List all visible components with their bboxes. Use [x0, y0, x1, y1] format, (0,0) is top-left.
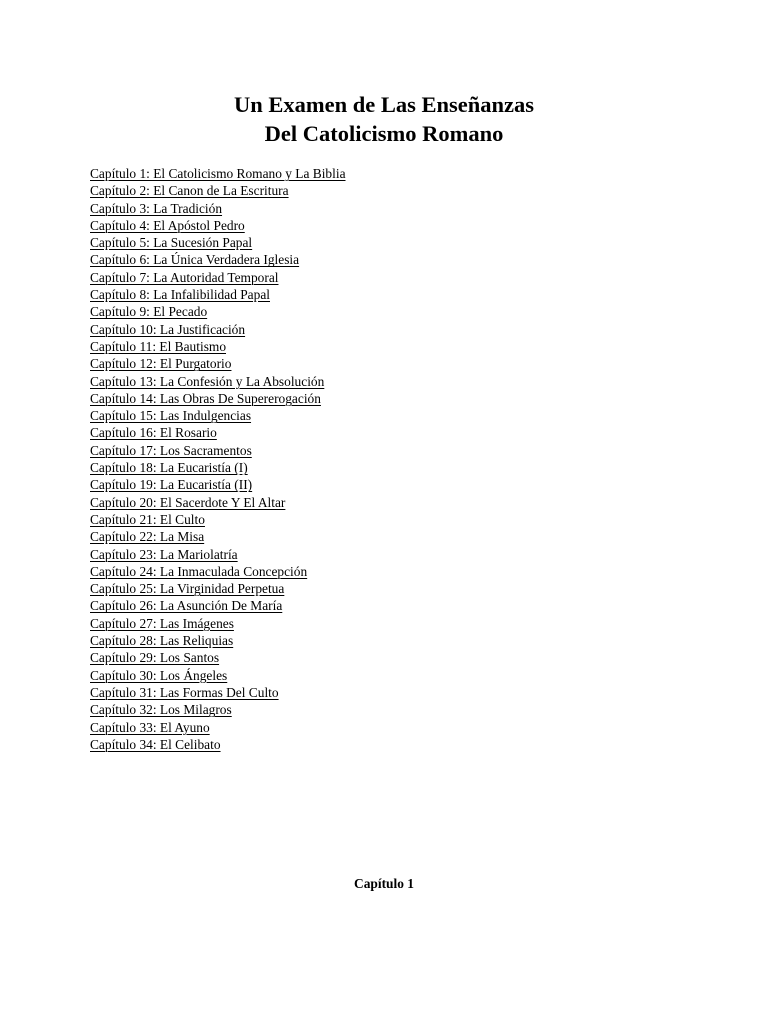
toc-item — [90, 476, 346, 493]
toc-link-chapter-34[interactable]: Capítulo 34: El Celibato — [90, 736, 221, 752]
toc-link-chapter-16[interactable]: Capítulo 16: El Rosario — [90, 425, 217, 441]
toc-link-chapter-20[interactable]: Capítulo 20: El Sacerdote Y El Altar — [90, 494, 286, 510]
toc-item — [90, 424, 346, 441]
toc-link-chapter-13[interactable]: Capítulo 13: La Confesión y La Absolución — [90, 373, 325, 389]
toc-item — [90, 546, 346, 563]
toc-link-chapter-1[interactable]: Capítulo 1: El Catolicismo Romano y La Biblia — [90, 166, 346, 181]
toc-link-chapter-18[interactable]: Capítulo 18: La Eucaristía (I) — [90, 460, 248, 476]
document-title — [0, 90, 768, 148]
toc-item — [90, 736, 346, 753]
toc-link-chapter-5[interactable]: Capítulo 5: La Sucesión Papal — [90, 235, 253, 251]
toc-item — [90, 563, 346, 580]
toc-item — [90, 407, 346, 424]
toc-item — [90, 355, 346, 372]
toc-link-chapter-24[interactable]: Capítulo 24: La Inmaculada Concepción — [90, 563, 308, 579]
toc-link-chapter-6[interactable]: Capítulo 6: La Única Verdadera Iglesia — [90, 252, 300, 268]
toc-item — [90, 217, 346, 234]
toc-link-chapter-23[interactable]: Capítulo 23: La Mariolatría — [90, 546, 238, 562]
toc-item — [90, 269, 346, 286]
toc-item — [90, 459, 346, 476]
toc-item — [90, 251, 346, 268]
toc-link-chapter-33[interactable]: Capítulo 33: El Ayuno — [90, 719, 210, 735]
chapter-heading: Capítulo 1 — [354, 876, 414, 891]
toc-link-chapter-2[interactable]: Capítulo 2: El Canon de La Escritura — [90, 183, 289, 199]
toc-link-chapter-15[interactable]: Capítulo 15: Las Indulgencias — [90, 408, 252, 424]
toc-link-chapter-4[interactable]: Capítulo 4: El Apóstol Pedro — [90, 217, 245, 233]
toc-link-chapter-7[interactable]: Capítulo 7: La Autoridad Temporal — [90, 269, 279, 285]
toc-item — [90, 182, 346, 199]
toc-link-chapter-29[interactable]: Capítulo 29: Los Santos — [90, 650, 220, 666]
toc-item — [90, 684, 346, 701]
toc-item — [90, 286, 346, 303]
toc-link-chapter-3[interactable]: Capítulo 3: La Tradición — [90, 200, 223, 216]
toc-link-chapter-11[interactable]: Capítulo 11: El Bautismo — [90, 338, 227, 354]
toc-link-chapter-9[interactable]: Capítulo 9: El Pecado — [90, 304, 208, 320]
toc-item — [90, 390, 346, 407]
toc-link-chapter-14[interactable]: Capítulo 14: Las Obras De Supererogación — [90, 390, 321, 406]
title-line-1: Un Examen de Las Enseñanzas — [233, 92, 535, 117]
title-line-2: Del Catolicismo Romano — [264, 121, 504, 146]
toc-item — [90, 615, 346, 632]
toc-link-chapter-32[interactable]: Capítulo 32: Los Milagros — [90, 702, 232, 718]
table-of-contents — [90, 165, 346, 753]
toc-item — [90, 632, 346, 649]
toc-item — [90, 338, 346, 355]
toc-link-chapter-10[interactable]: Capítulo 10: La Justificación — [90, 321, 246, 337]
toc-item — [90, 701, 346, 718]
toc-link-chapter-8[interactable]: Capítulo 8: La Infalibilidad Papal — [90, 287, 270, 303]
toc-item — [90, 511, 346, 528]
toc-item — [90, 528, 346, 545]
toc-item — [90, 719, 346, 736]
toc-item — [90, 597, 346, 614]
toc-link-chapter-26[interactable]: Capítulo 26: La Asunción De María — [90, 598, 283, 614]
toc-link-chapter-21[interactable]: Capítulo 21: El Culto — [90, 511, 205, 527]
toc-item — [90, 667, 346, 684]
toc-link-chapter-27[interactable]: Capítulo 27: Las Imágenes — [90, 615, 234, 631]
toc-item — [90, 321, 346, 338]
toc-item — [90, 165, 346, 182]
toc-item — [90, 373, 346, 390]
toc-item — [90, 494, 346, 511]
toc-item — [90, 303, 346, 320]
toc-item — [90, 649, 346, 666]
toc-link-chapter-19[interactable]: Capítulo 19: La Eucaristía (II) — [90, 477, 253, 493]
toc-item — [90, 234, 346, 251]
toc-link-chapter-17[interactable]: Capítulo 17: Los Sacramentos — [90, 442, 252, 458]
toc-link-chapter-22[interactable]: Capítulo 22: La Misa — [90, 529, 205, 545]
toc-link-chapter-12[interactable]: Capítulo 12: El Purgatorio — [90, 356, 232, 372]
toc-item — [90, 442, 346, 459]
toc-link-chapter-31[interactable]: Capítulo 31: Las Formas Del Culto — [90, 684, 279, 700]
toc-link-chapter-30[interactable]: Capítulo 30: Los Ángeles — [90, 667, 228, 683]
toc-link-chapter-25[interactable]: Capítulo 25: La Virginidad Perpetua — [90, 581, 285, 597]
toc-link-chapter-28[interactable]: Capítulo 28: Las Reliquias — [90, 633, 234, 649]
toc-item — [90, 200, 346, 217]
toc-item — [90, 580, 346, 597]
